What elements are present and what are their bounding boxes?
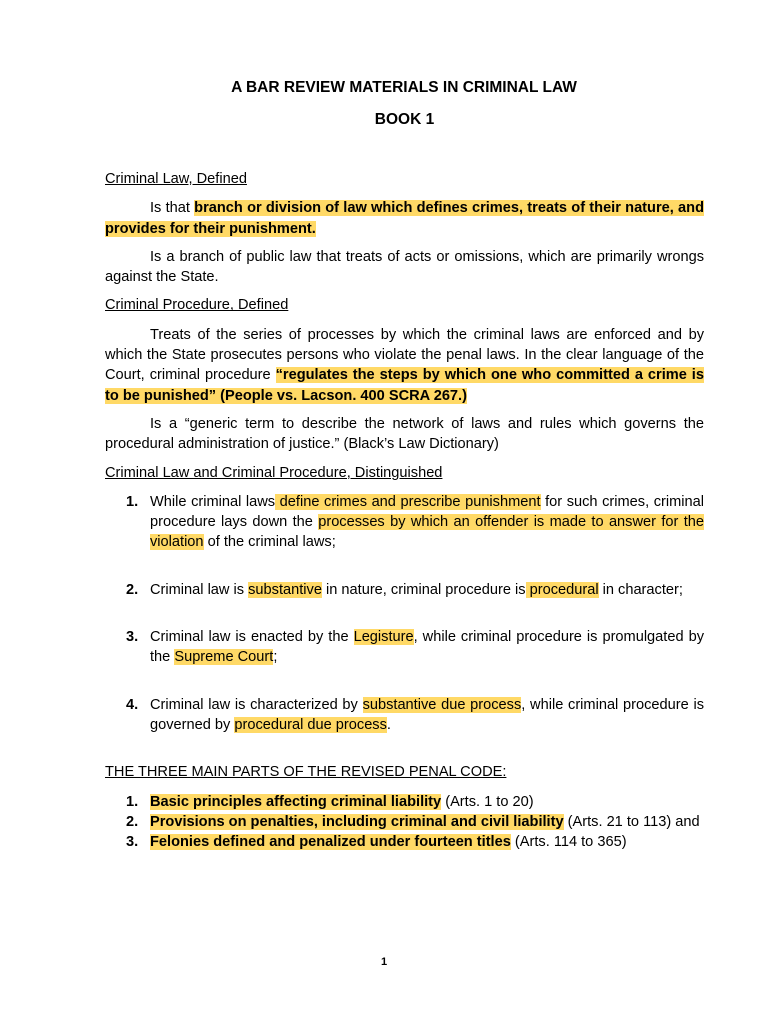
- three-parts-list: [105, 792, 704, 853]
- list-item: 4. Criminal law is characterized by substantive due process, while criminal procedure is governed by procedural due process.: [126, 696, 704, 733]
- list-item: 1. While criminal laws define crimes and prescribe punishment for such crimes, criminal procedure lays down the processes by which an offender is made to answer for the violation of the criminal laws;: [126, 493, 704, 551]
- distinction-list: [105, 492, 704, 735]
- highlight: processes by which an offender is made to answer for the violation: [150, 514, 704, 551]
- highlight: define crimes and prescribe punishment: [275, 493, 541, 510]
- list-item: 2. Criminal law is substantive in nature, criminal procedure is procedural in character;: [126, 581, 683, 598]
- paragraph-criminal-law-definition-2: Is a branch of public law that treats of acts or omissions, which are primarily wrongs against the State.: [105, 248, 704, 286]
- paragraph-criminal-law-definition-1: Is that branch or division of law which defines crimes, treats of their nature, and provides for their punishment.: [105, 200, 704, 237]
- heading-criminal-law-defined: Criminal Law, Defined: [105, 171, 247, 187]
- page-number: 1: [380, 956, 388, 968]
- list-item: 3. Felonies defined and penalized under fourteen titles (Arts. 114 to 365): [126, 834, 627, 851]
- highlight: procedural: [525, 581, 599, 598]
- document-title: A BAR REVIEW MATERIALS IN CRIMINAL LAW: [231, 79, 577, 96]
- highlight: Supreme Court: [174, 649, 274, 666]
- heading-three-main-parts: THE THREE MAIN PARTS OF THE REVISED PENAL CODE:: [105, 764, 507, 781]
- paragraph-criminal-procedure-definition-1: Treats of the series of processes by which the criminal laws are enforced and by which the State prosecutes persons who violate the penal laws. In the clear language of the Court, criminal procedure “regulates the steps by which one who committed a crime is to be punished” (People vs. Lacson. 400 SCRA 267.): [105, 326, 704, 404]
- highlight: substantive: [248, 581, 322, 598]
- highlight: Provisions on penalties, including criminal and civil liability: [150, 813, 564, 830]
- highlight: “regulates the steps by which one who committed a crime is to be punished” (People vs. Lacson. 400 SCRA 267.): [105, 367, 704, 404]
- list-item: 3. Criminal law is enacted by the Legisture, while criminal procedure is promulgated by the Supreme Court;: [126, 629, 704, 666]
- paragraph-criminal-procedure-definition-2: Is a “generic term to describe the network of laws and rules which governs the procedural administration of justice.” (Black’s Law Dictionary): [105, 415, 704, 453]
- highlight: Basic principles affecting criminal liability: [150, 793, 442, 810]
- book-title: BOOK 1: [374, 111, 435, 128]
- highlight: Legisture: [353, 629, 414, 646]
- highlight: substantive due process: [362, 696, 522, 713]
- highlight: procedural due process: [234, 716, 387, 733]
- highlight: branch or division of law which defines crimes, treats of their nature, and provides for their punishment: [105, 200, 704, 237]
- list-item: 2. Provisions on penalties, including criminal and civil liability (Arts. 21 to 113) and: [126, 813, 700, 830]
- list-item: 1. Basic principles affecting criminal liability (Arts. 1 to 20): [126, 793, 534, 810]
- heading-distinguished: Criminal Law and Criminal Procedure, Distinguished: [105, 464, 443, 481]
- highlight: Felonies defined and penalized under fourteen titles: [150, 834, 511, 851]
- heading-criminal-procedure-defined: Criminal Procedure, Defined: [105, 297, 289, 314]
